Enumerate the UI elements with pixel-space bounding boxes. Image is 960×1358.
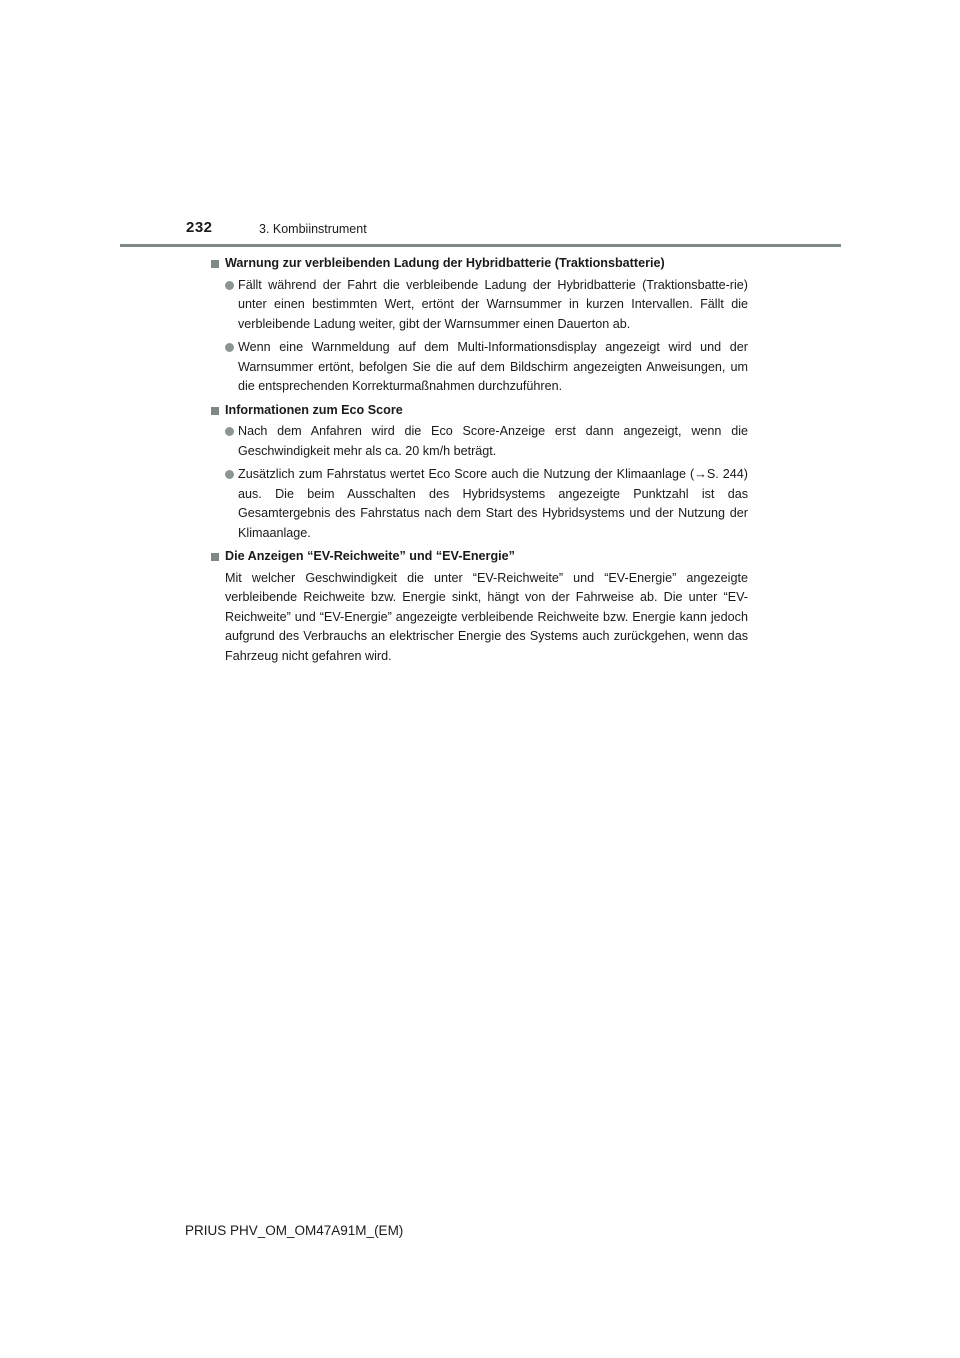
- round-bullet-icon: [225, 427, 234, 436]
- list-item-text: Wenn eine Warnmeldung auf dem Multi-Informationsdisplay angezeigt wird und der Warnsummer ertönt, befolgen Sie die auf dem Bildschirm angezeigten Anweisungen, um die entsprechenden Korrekturmaßnahmen durchzuführen.: [238, 340, 748, 393]
- section-heading: [210, 401, 748, 421]
- section-eco-score: [210, 401, 748, 544]
- round-bullet-icon: [225, 470, 234, 479]
- chapter-title: 3. Kombiinstrument: [259, 222, 367, 236]
- header-rule: [120, 244, 841, 247]
- list-item: [225, 276, 748, 335]
- square-bullet-icon: [211, 260, 219, 268]
- list-item: [225, 338, 748, 397]
- square-bullet-icon: [211, 553, 219, 561]
- section-ev-displays: [210, 547, 748, 666]
- round-bullet-icon: [225, 281, 234, 290]
- section-heading-text: Die Anzeigen “EV-Reichweite” und “EV-Energie”: [225, 549, 515, 563]
- round-bullet-icon: [225, 343, 234, 352]
- section-heading-text: Informationen zum Eco Score: [225, 402, 403, 417]
- square-bullet-icon: [211, 407, 219, 415]
- document-code: PRIUS PHV_OM_OM47A91M_(EM): [185, 1223, 404, 1238]
- section-heading-text: Warnung zur verbleibenden Ladung der Hybridbatterie (Traktionsbatterie): [225, 256, 665, 270]
- section-paragraph: Mit welcher Geschwindigkeit die unter “EV-Reichweite” und “EV-Energie” angezeigte verbleibende Reichweite bzw. Energie sinkt, hängt von der Fahrweise ab. Die unter “EV-Reichweite” und “EV-Energie” angezeigte verbleibende Reichweite bzw. Energie kann jedoch aufgrund des Verbrauchs an elektrischer Energie des Systems auch zurückgehen, wenn das Fahrzeug nicht gefahren wird.: [225, 570, 748, 663]
- list-item-text: Fällt während der Fahrt die verbleibende Ladung der Hybridbatterie (Traktionsbatte-rie) unter einen bestimmten Wert, ertönt der Warnsummer in kurzen Intervallen. Fällt die verbleibende Ladung weiter, gibt der Warnsummer einen Dauerton ab.: [238, 277, 748, 331]
- list-item-text: Zusätzlich zum Fahrstatus wertet Eco Score auch die Nutzung der Klimaanlage (→S. 244) aus. Die beim Ausschalten des Hybridsystems angezeigte Punktzahl ist das Gesamtergebnis des Fahrstatus nach dem Start des Hybridsystems und der Nutzung der Klimaanlage.: [238, 467, 748, 540]
- page-number: 232: [186, 219, 213, 236]
- list-item-text: Nach dem Anfahren wird die Eco Score-Anzeige erst dann angezeigt, wenn die Geschwindigkeit mehr als ca. 20 km/h beträgt.: [238, 424, 748, 458]
- page-content: [210, 254, 748, 670]
- list-item: [225, 465, 748, 543]
- section-heading: [210, 547, 748, 567]
- section-battery-warning: [210, 254, 748, 397]
- list-item: [225, 422, 748, 461]
- section-heading: [210, 254, 748, 274]
